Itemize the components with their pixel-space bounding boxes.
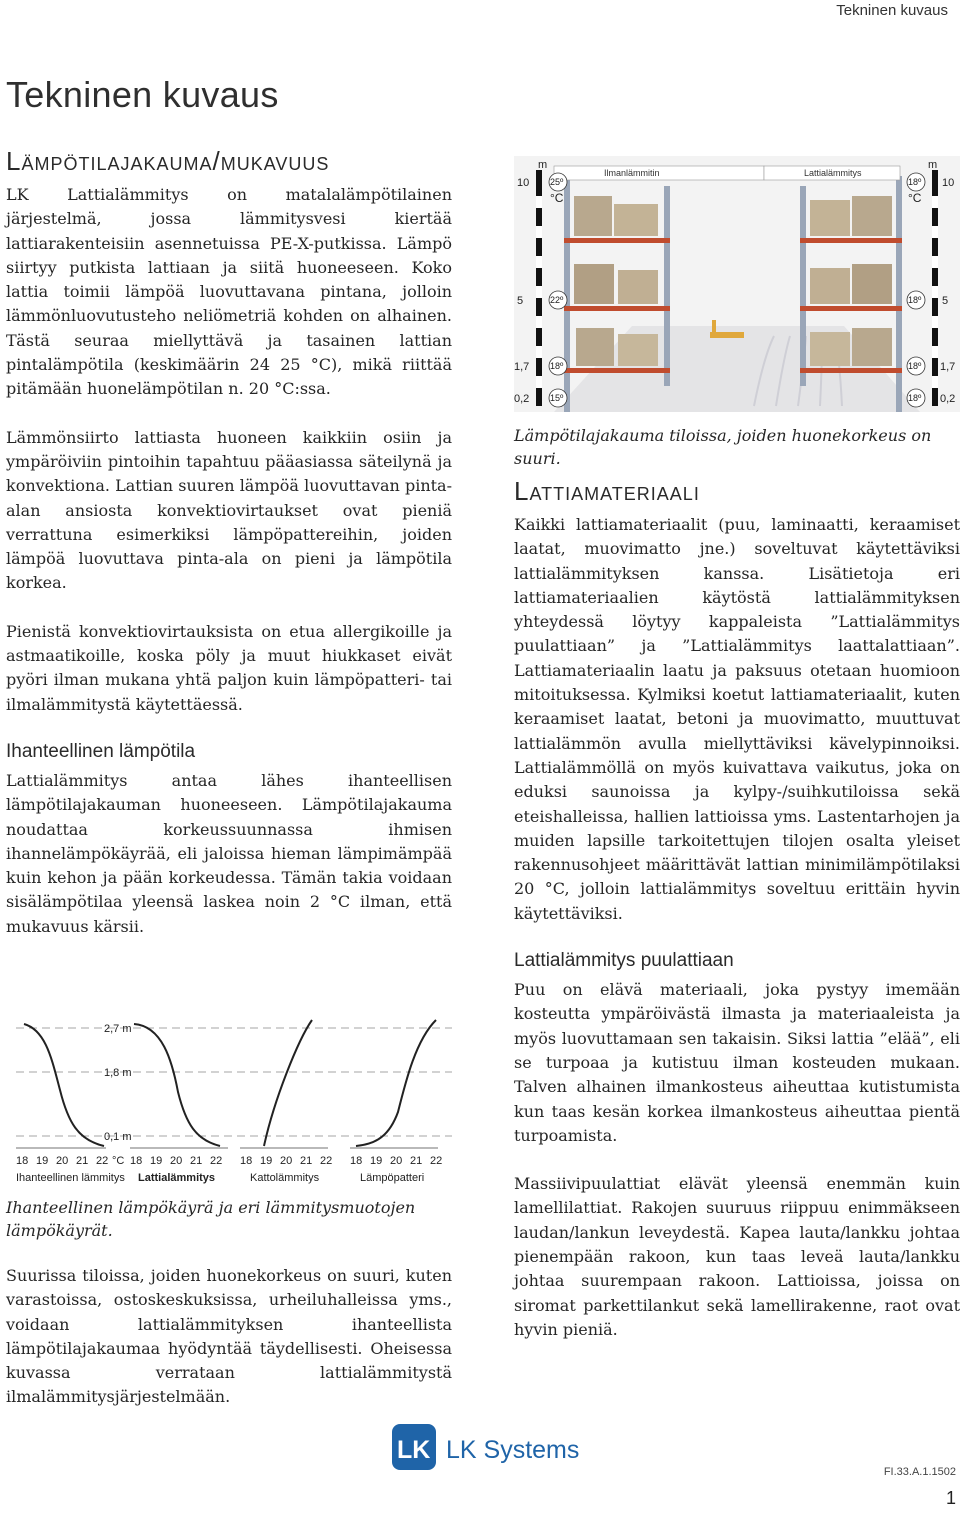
- temp-right-1-7m: 18º: [908, 361, 922, 371]
- curves-caption-block: [6, 1196, 452, 1242]
- page-title: Tekninen kuvaus: [6, 74, 279, 115]
- figure-caption: Lämpötilajakauma tiloissa, joiden huonekorkeus on suuri.: [514, 426, 932, 468]
- tick: 18: [240, 1155, 253, 1167]
- paragraph: Lattialämmitys antaa lähes ihanteellisen lämpötilajakauman huoneeseen. Lämpötilajakauma noudattaa korkeussuunnassa ihmisen ihannelämpökäyrää, eli jaloissa hieman lämpimämpää kuin kehon ja pään korkeudessa. Tämän takia voidaan sisälämpötilaa yleensä laskea noin 2 °C ilman, että mukavuus kärsii.: [6, 770, 452, 936]
- height-label-0-1: 0,1 m: [104, 1131, 132, 1143]
- curve-radiator: [356, 1020, 436, 1146]
- paragraph: Puu on elävä materiaali, joka pystyy imemään kosteutta ympäröivästä ilmasta ja materiaaleista ja myös luovuttamaan sen takaisin. Siksi lattia ”elää”, eli se turpoaa ja kutistuu ilman kosteuden mukaan. Talven alhainen ilmankosteus aiheuttaa kutistumista kun taas kesän korkea ilmankosteus aiheuttaa pientä turpoamista.: [514, 980, 960, 1145]
- label-air-heater: Ilmanlämmitin: [604, 168, 660, 178]
- tick: 22: [210, 1155, 223, 1167]
- unit-celsius-left: °C: [550, 191, 564, 205]
- temp-left-1-7m: 18º: [550, 361, 564, 371]
- paragraph: LK Lattialämmitys on matalalämpötilainen järjestelmä, jossa lämmitysvesi kiertää lattiarakenteisiin asennetuissa PE-X-putkissa. Lämpö siirtyy putkista lattiaan ja siitä huoneeseen. Koko lattia toimii lämpöä luovuttavana pintana, jolloin lämmönluovutusteho neliömetriä kohden on alhainen. Tästä seuraa miellyttävä ja tasainen lattian pintalämpötila (keskimäärin 24 25 °C), mikä riittää pitämään huonelämpötilan n. 20 °C:ssa.: [6, 185, 452, 399]
- height-10-right: 10: [942, 177, 955, 189]
- tick: 19: [370, 1155, 383, 1167]
- tick: 21: [76, 1155, 89, 1167]
- left-final-paragraph: [6, 1264, 452, 1410]
- subsection-title-wood-floor: Lattialämmitys puulattiaan: [514, 950, 734, 972]
- warehouse-illustration: [514, 156, 960, 412]
- tick: 21: [410, 1155, 423, 1167]
- section-title-temperature: Lämpötilajakauma/mukavuus: [6, 146, 330, 176]
- temp-left-0-2m: 15º: [550, 393, 564, 403]
- unit-m-right: m: [928, 159, 938, 171]
- height-0-2-right: 0,2: [940, 393, 956, 405]
- tick: 19: [150, 1155, 163, 1167]
- height-10-left: 10: [517, 177, 530, 189]
- paragraph: Lämmönsiirto lattiasta huoneen kaikkiin osiin ja ympäröiviin pintoihin tapahtuu pääasiassa säteilynä ja konvektiona. Lattian suuren lämpöä luovuttavan pinta-alan ansiosta konvektiovirtaukset ovat pieniä verrattuna esimerkiksi lämpöpattereihin, joiden lämpöä luovuttava pinta-ala on pieni ja lämpötila korkea.: [6, 427, 452, 593]
- height-1-7-right: 1,7: [940, 361, 956, 373]
- unit-celsius: °C: [112, 1155, 125, 1167]
- tick: 21: [300, 1155, 313, 1167]
- section-title-floor-material: Lattiamateriaali: [514, 476, 700, 506]
- unit-celsius-right: °C: [908, 191, 922, 205]
- height-5-right: 5: [942, 295, 949, 307]
- subsection-title-ideal-temperature: Ihanteellinen lämpötila: [6, 740, 196, 762]
- curve-ceiling: [264, 1020, 312, 1146]
- curve-name-ceiling: Kattolämmitys: [250, 1172, 320, 1184]
- tick: 22: [430, 1155, 443, 1167]
- paragraph: Pienistä konvektiovirtauksista on etua allergikoille ja astmaatikoille, koska pöly ja muut hiukkaset eivät pyöri ilman mukana yhtä paljon kuin lämpöpatteri- tai ilmalämmitystä käytettäessä.: [6, 621, 452, 714]
- paragraph: Kaikki lattiamateriaalit (puu, laminaatti, keraamiset laatat, muovimatto jne.) soveltuvat käytettäviksi lattialämmityksen kanssa. Lisätietoja eri lattiamateriaalien käytöstä lattialämmityksen yhteydessä löytyy kappaleista ”Lattialämmitys puulattiaan” ja ”Lattialämmitys laattalattiaan”. Lattiamateriaalin laatu ja paksuus otetaan huomioon mitoituksessa. Kylmiksi koetut lattiamateriaalit, kuten keraamiset laatat, betoni ja muovimatto, muuttuvat lattialämmön avulla miellyttäviksi kävelypinnoiksi. Lattialämmöllä on myös kuivattava vaikutus, joka on eduksi saunoissa ja kylpy-/suihkutiloissa sekä eteishalleissa, hallien lattioissa yms. Lastentarhojen ja muiden lapsille tarkoitettujen tilojen osalta yleiset rakennusohjeet määrittävät lattian minimilämpötilaksi 20 °C, jolloin lattialämmitys soveltuu erittäin hyvin käytettäviksi.: [514, 515, 960, 923]
- figure-caption: Ihanteellinen lämpökäyrä ja eri lämmitysmuotojen lämpökäyrät.: [6, 1198, 416, 1240]
- height-1-7-left: 1,7: [514, 361, 530, 373]
- temp-left-10m: 25º: [550, 177, 564, 187]
- height-5-left: 5: [517, 295, 524, 307]
- unit-m-left: m: [538, 159, 548, 171]
- tick: 20: [170, 1155, 183, 1167]
- tick: 18: [350, 1155, 363, 1167]
- curve-ideal: [24, 1024, 104, 1146]
- paragraph: Massiivipuulattiat elävät yleensä enemmän kuin lamellilattiat. Rakojen suuruus riippuu enimmäkseen laudan/lankun leveydestä. Kapea lauta/lankku johtaa pienempään rakoon, kun taas leveä lauta/lankku johtaa suurempaan rakoon. Lattioissa, joissa on siromat parkettilankut sekä lamellirakenne, raot ovat hyvin pieniä.: [514, 1174, 960, 1339]
- tick: 22: [320, 1155, 333, 1167]
- label-floor-heating: Lattialämmitys: [804, 168, 862, 178]
- tick: 20: [280, 1155, 293, 1167]
- temp-right-5m: 18º: [908, 295, 922, 305]
- tick: 19: [36, 1155, 49, 1167]
- warehouse-temperature-figure: [514, 156, 960, 412]
- curve-floor: [134, 1024, 220, 1146]
- tick: 19: [260, 1155, 273, 1167]
- tick: 20: [390, 1155, 403, 1167]
- heating-curves-figure: [6, 1000, 452, 1190]
- height-label-1-8: 1,8 m: [104, 1067, 132, 1079]
- temp-left-5m: 22º: [550, 295, 564, 305]
- running-header: Tekninen kuvaus: [836, 2, 948, 19]
- tick: 20: [56, 1155, 69, 1167]
- tick: 18: [130, 1155, 143, 1167]
- right-column: [514, 476, 960, 1342]
- curve-name-radiator: Lämpöpatteri: [360, 1172, 425, 1184]
- logo-mark-text: LK: [397, 1436, 431, 1464]
- brand-name: LK Systems: [446, 1436, 580, 1464]
- tick: 22: [96, 1155, 109, 1167]
- paragraph: Suurissa tiloissa, joiden huonekorkeus on suuri, kuten varastoissa, ostoskeskuksissa, urheiluhalleissa yms., voidaan lattialämmityksen ihanteellista lämpötilajakaumaa hyödyntää täydellisesti. Oheisessa kuvassa verrataan lattialämmitystä ilmalämmitysjärjestelmään.: [6, 1266, 452, 1407]
- lk-systems-logo: [392, 1420, 582, 1476]
- height-label-2-7: 2,7 m: [104, 1023, 132, 1035]
- height-0-2-left: 0,2: [514, 393, 530, 405]
- tick: 21: [190, 1155, 203, 1167]
- temp-right-0-2m: 18º: [908, 393, 922, 403]
- document-code: FI.33.A.1.1502: [883, 1466, 956, 1478]
- page-number: 1: [945, 1488, 956, 1508]
- curve-name-ideal: Ihanteellinen lämmitys: [16, 1172, 125, 1184]
- warehouse-caption-block: [514, 424, 960, 470]
- curve-name-floor: Lattialämmitys: [138, 1172, 216, 1184]
- tick: 18: [16, 1155, 29, 1167]
- temp-right-10m: 18º: [908, 177, 922, 187]
- left-column: [6, 146, 452, 939]
